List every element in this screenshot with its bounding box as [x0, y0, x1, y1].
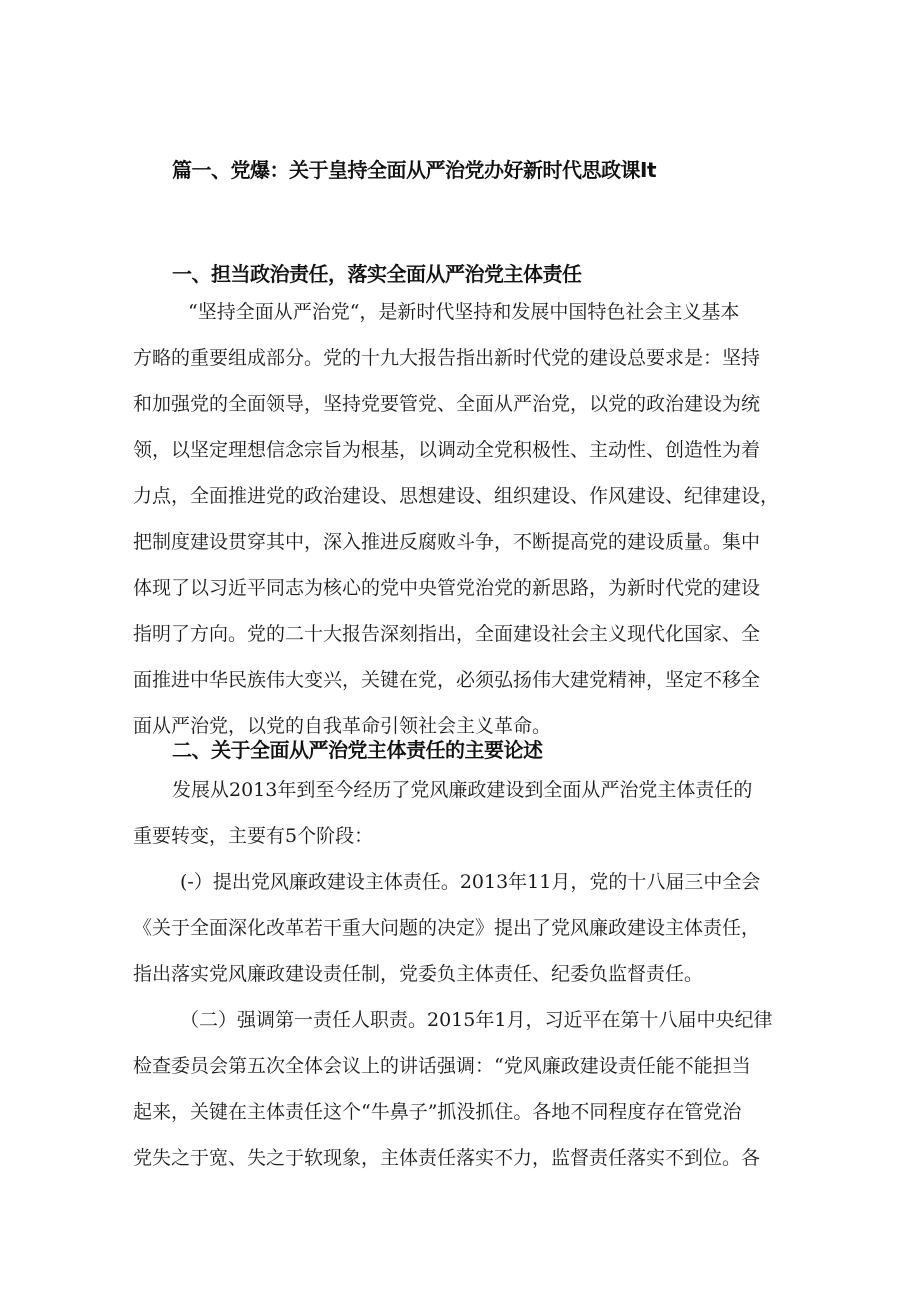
section-1-line: 力点，全面推进党的政治建设、思想建设、组织建设、作风建设、纪律建设，: [133, 485, 780, 507]
stage-1-line: 《关于全面深化改革若干重大问题的决定》提出了党风廉政建设主体责任，: [133, 917, 761, 939]
section-1-line: 面从严治党，以党的自我革命引领社会主义革命。: [133, 715, 552, 737]
section-1-line: “坚持全面从严治党“，是新时代坚持和发展中国特色社会主义基本: [188, 301, 740, 323]
section-1-line: 指明了方向。党的二十大报告深刻指出，全面建设社会主义现代化国家、全: [133, 623, 761, 645]
stage-2-line: 党失之于宽、失之于软现象，主体责任落实不力，监督责任落实不到位。各: [133, 1147, 761, 1169]
section-1-line: 面推进中华民族伟大变兴，关键在党，必须弘扬伟大建党精神，坚定不移全: [133, 669, 761, 691]
section-1-heading: 一、担当政治责任，落实全面从严治党主体责任: [172, 262, 582, 286]
section-1-line: 把制度建设贯穿其中，深入推进反腐败斗争，不断提高党的建设质量。集中: [133, 531, 761, 553]
section-1-line: 和加强党的全面领导，坚持党要管党、全面从严治党，以党的政治建设为统: [133, 393, 761, 415]
document-title: 篇一、党爆：关于皇持全面从严治党办好新时代思政课It: [172, 158, 657, 182]
stage-2-line: 检查委员会第五次全体会议上的讲话强调：“党风廉政建设责任能不能担当: [133, 1055, 751, 1077]
stage-1-line: (-）提出党风廉政建设主体责任。2013年11月，党的十八届三中全会: [180, 871, 761, 893]
section-1-line: 领，以坚定理想信念宗旨为根基，以调动全党积极性、主动性、创造性为着: [133, 439, 761, 461]
stage-2-line: 起来，关键在主体责任这个“牛鼻子”抓没抓住。各地不同程度存在管党治: [133, 1101, 742, 1123]
section-2-intro-line: 重要转变，主要有5个阶段：: [133, 825, 374, 847]
section-2-intro-line: 发展从2013年到至今经历了党风廉政建设到全面从严治党主体责任的: [172, 779, 753, 801]
stage-1-line: 指出落实党风廉政建设责任制，党委负主体责任、纪委负监督责任。: [133, 963, 704, 985]
stage-2-line: （二）强调第一责任人职责。2015年1月，习近平在第十八届中央纪律: [180, 1009, 773, 1031]
section-2-heading: 二、关于全面从严治党主体责任的主要论述: [172, 738, 543, 762]
section-1-line: 方略的重要组成部分。党的十九大报告指出新时代党的建设总要求是：坚持: [133, 347, 761, 369]
section-1-line: 体现了以习近平同志为核心的党中央管党治党的新思路，为新时代党的建设: [133, 577, 761, 599]
